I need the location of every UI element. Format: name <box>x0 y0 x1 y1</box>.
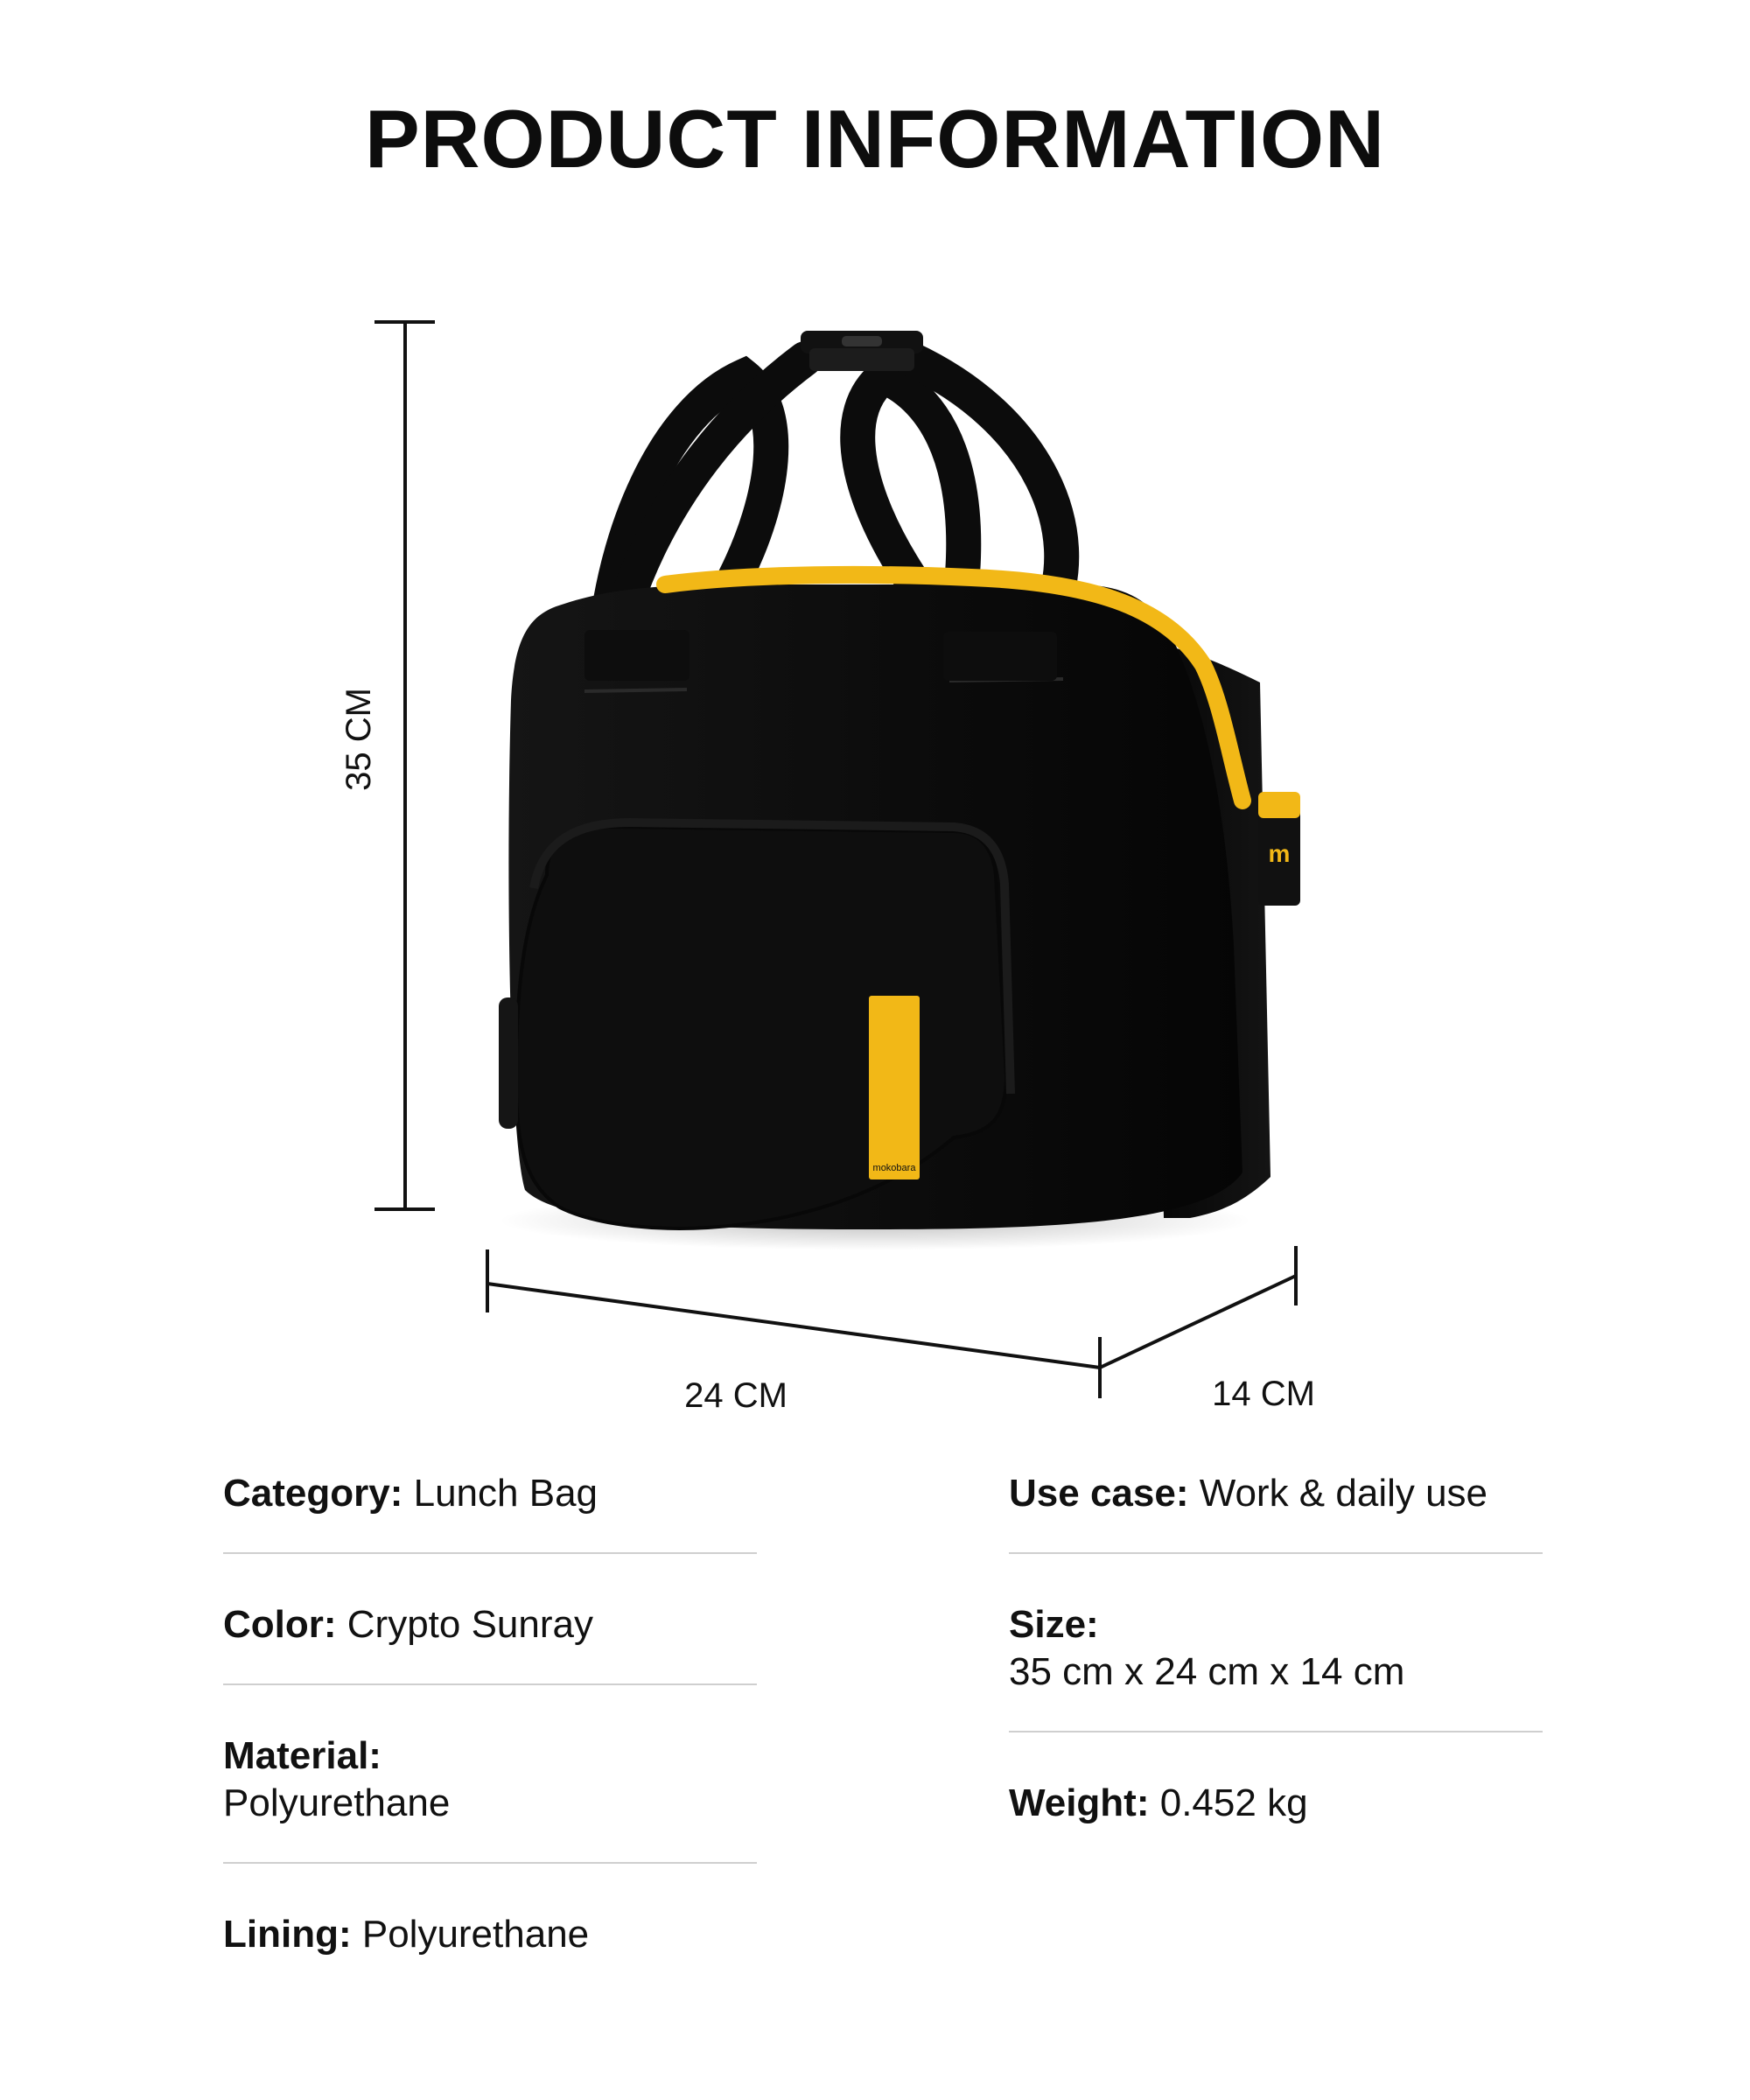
spec-label: Size: <box>1009 1603 1099 1646</box>
specs-left-column <box>223 1470 801 1958</box>
divider <box>1009 1731 1543 1732</box>
side-loop-accent <box>1258 792 1300 818</box>
spec-value: 0.452 kg <box>1159 1782 1308 1824</box>
divider <box>223 1862 757 1864</box>
depth-dimension-line <box>1100 1246 1296 1368</box>
depth-label: 14 CM <box>1212 1375 1315 1413</box>
spec-value: Lunch Bag <box>413 1472 598 1515</box>
spec-label: Material: <box>223 1734 382 1777</box>
spec-label: Weight: <box>1009 1782 1150 1824</box>
spec-value: Work & daily use <box>1199 1472 1488 1515</box>
brand-tag <box>869 996 920 1180</box>
handle-clip <box>801 331 923 371</box>
spec-value: 35 cm x 24 cm x 14 cm <box>1009 1650 1405 1693</box>
pocket-zipper-pull <box>499 998 518 1129</box>
spec-value: Polyurethane <box>223 1782 451 1824</box>
spec-lining <box>223 1911 801 1958</box>
brand-tag-text: mokobara <box>872 1163 916 1173</box>
divider <box>1009 1552 1543 1554</box>
height-label: 35 CM <box>340 688 378 791</box>
spec-label: Category: <box>223 1472 403 1515</box>
specs-right-column <box>1009 1470 1586 1827</box>
height-dimension-line <box>374 322 435 1209</box>
spec-color <box>223 1601 801 1648</box>
spec-value: Polyurethane <box>361 1913 590 1956</box>
width-label: 24 CM <box>684 1376 788 1415</box>
logo-mark: m <box>1268 840 1291 867</box>
spec-weight <box>1009 1780 1586 1827</box>
spec-size <box>1009 1601 1586 1696</box>
spec-category <box>223 1470 801 1517</box>
spec-label: Color: <box>223 1603 337 1646</box>
page-title: PRODUCT INFORMATION <box>364 93 1386 185</box>
width-dimension-line <box>487 1250 1100 1398</box>
divider <box>223 1552 757 1554</box>
spec-value: Crypto Sunray <box>346 1603 593 1646</box>
spec-material <box>223 1732 801 1827</box>
spec-use-case <box>1009 1470 1586 1517</box>
spec-label: Lining: <box>223 1913 352 1956</box>
divider <box>223 1684 757 1685</box>
spec-label: Use case: <box>1009 1472 1189 1515</box>
